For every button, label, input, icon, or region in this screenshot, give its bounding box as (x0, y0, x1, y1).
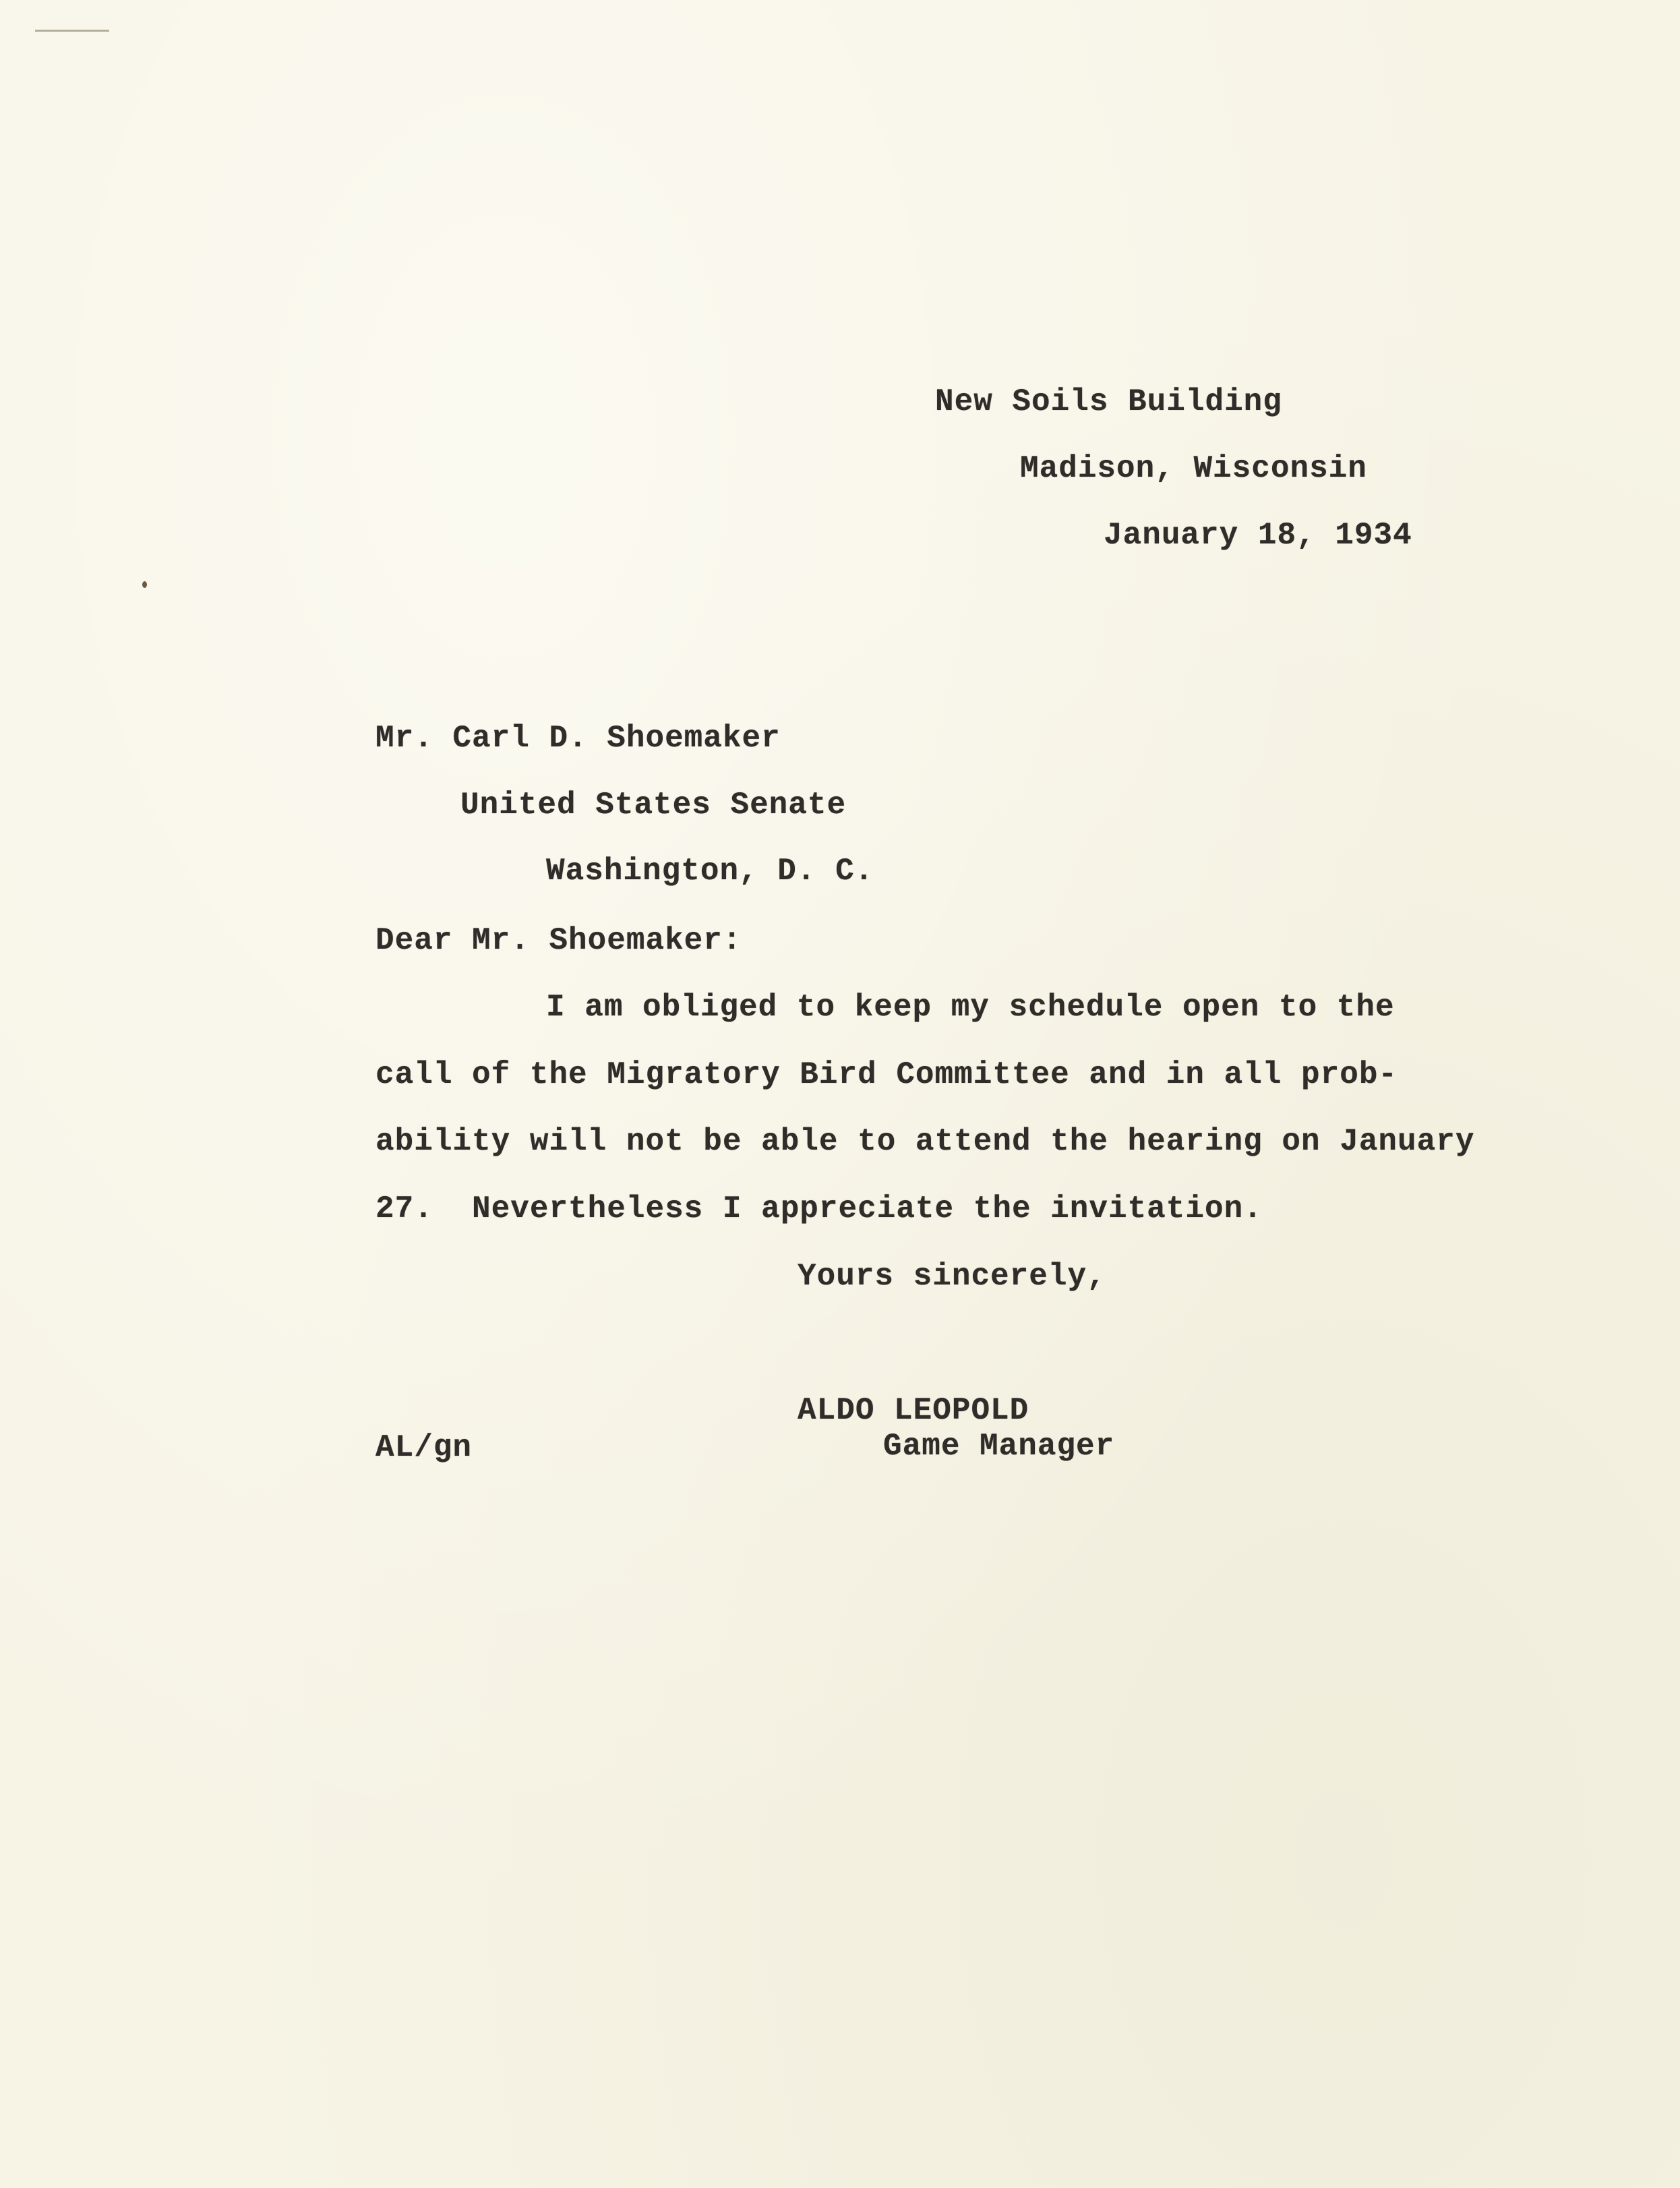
signature-name: ALDO LEOPOLD (798, 1393, 1029, 1428)
signature-title: Game Manager (883, 1429, 1115, 1464)
recipient-organization: United States Senate (460, 788, 847, 823)
body-line: call of the Migratory Bird Committee and in all prob- (376, 1057, 1398, 1092)
top-left-edge-mark (35, 30, 109, 32)
salutation: Dear Mr. Shoemaker: (376, 923, 742, 958)
body-line: 27. Nevertheless I appreciate the invitation. (376, 1191, 1263, 1226)
return-address-building: New Soils Building (935, 384, 1282, 419)
recipient-location: Washington, D. C. (546, 854, 874, 889)
closing: Yours sincerely, (798, 1259, 1106, 1294)
letter-date: January 18, 1934 (1104, 518, 1412, 553)
return-address-city: Madison, Wisconsin (1020, 451, 1367, 486)
paper-speck (142, 581, 147, 588)
body-line: ability will not be able to attend the hearing on January (376, 1124, 1475, 1159)
typist-initials: AL/gn (376, 1430, 473, 1465)
body-line: I am obliged to keep my schedule open to the (546, 990, 1395, 1025)
recipient-name: Mr. Carl D. Shoemaker (376, 721, 781, 756)
